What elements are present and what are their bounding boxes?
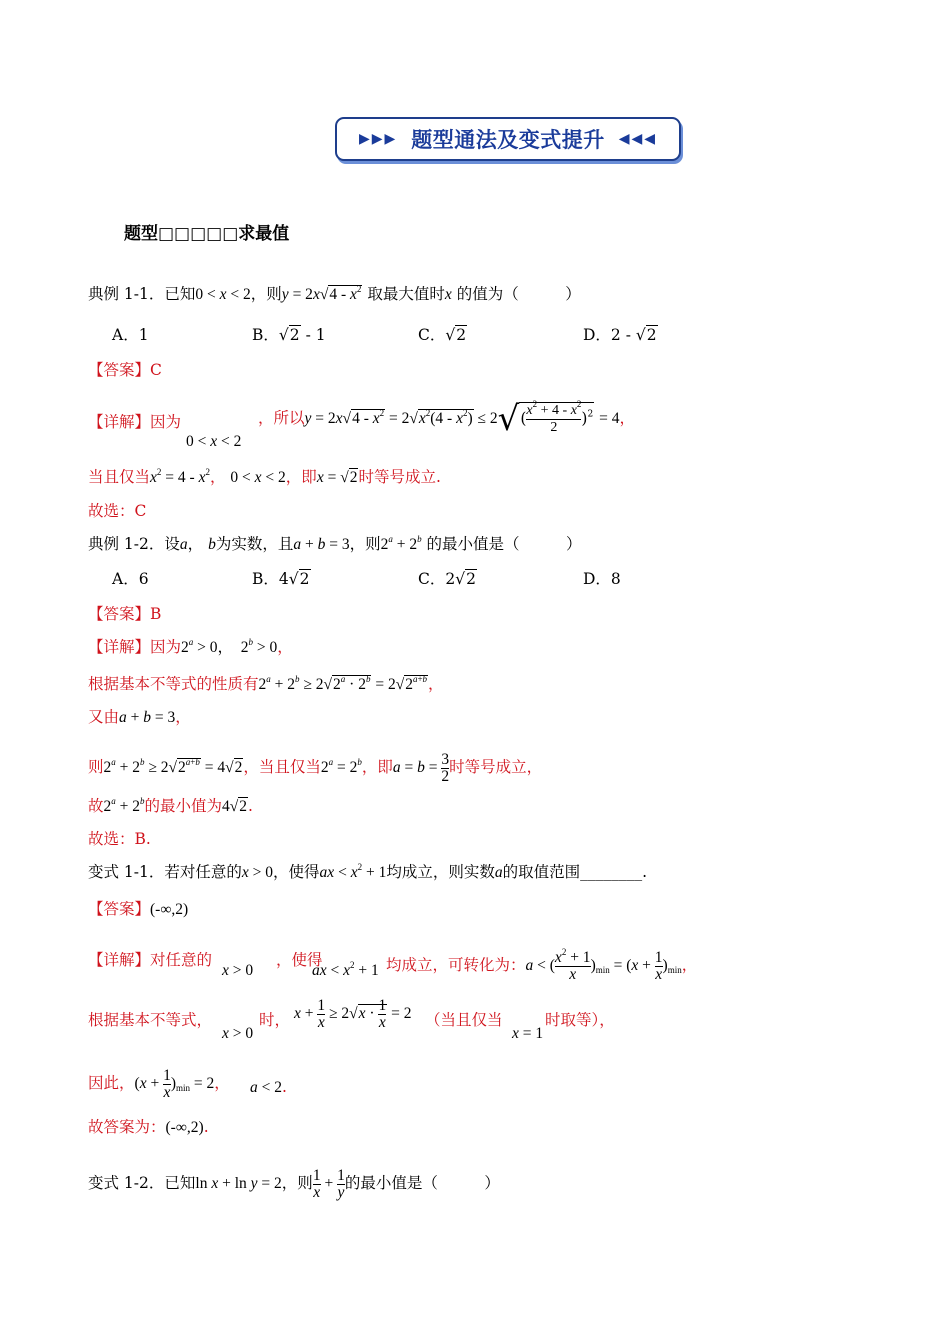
ex1-choice: 故选：C [88,502,147,520]
ex1-answer: 【答案】C [88,361,162,379]
var1-detail-line2: 根据基本不等式， [88,1011,213,1029]
ex1-option-b: B．√2 - 1 [252,326,326,344]
section-banner [335,117,681,161]
ex2-option-d: D．8 [583,570,621,588]
var1-detail-line3: 因此，(x + $\frac{1}{x}$ )$_{min} = 2$， [88,1067,230,1101]
var1-final: 故答案为：(-∞,2). [88,1118,209,1136]
ex2-choice: 故选：B. [88,830,151,848]
example-1-1-question: 典例 1-1．已知0 < x < 2，则$y = 2x√4 - x^2$ 取最大值时x 的值为（ ） [88,284,581,303]
ex1-tail2: 的值为（ ） [456,285,581,303]
ex2-option-a: A．6 [112,570,149,588]
left-arrows-icon: ◀◀◀ [618,131,658,147]
var1-d1c: 均成立，可转化为：a < ( $\frac{x^2 + 1}{x}$ )$_{min} = (x$ + $\frac{1}{x}$ )$_{min}$， [386,947,698,983]
var1-ineq: ax < $x^2 + 1$ [312,960,379,979]
var1-detail-line1: 【详解】对任意的 [88,951,213,969]
ex2-answer: 【答案】B [88,605,162,623]
right-arrows-icon: ▶▶▶ [358,131,398,147]
example-1-2-question: 典例 1-2．设a， b为实数，且a + b = 3，则$2^a + 2^b$ 的最小值是（ ） [88,534,582,553]
var1-eq-cond: x = 1 [512,1025,544,1042]
ex2-detail-line3: 又由a + b = 3， [88,708,191,726]
ex1-detail-cond: 0 < x < 2 [186,433,242,450]
var1-cond2: x > 0 [222,1025,254,1042]
ex1-detail-eq: ，所以$y = 2x√4 - x^2 = 2√x^2(4 - x^2) \le 2√$( $\frac{x^2 + 4 - x^2}{2}$ )$^2$ = 4， [258,399,636,439]
var1-d2c: （当且仅当 [425,1011,503,1029]
ex1-option-c: C．√2 [418,326,467,344]
var1-d2d: 时取等）， [545,1011,615,1029]
var1-cond: x > 0 [222,962,254,979]
section-heading: 题型□□□□□求最值 [124,224,290,244]
var1-result: a < 2. [250,1078,287,1096]
banner-title: 题型通法及变式提升 [411,128,605,152]
ex1-tail: 取最大值时 [367,285,445,303]
ex2-detail-line4: 则$2^a + 2^b \ge 2√2^{a+b} = 4√2$，当且仅当$2^a = 2^b$，即a = b = $\frac{3}{2}$ 时等号成立， [88,751,543,785]
ex2-option-c: C．2√2 [418,570,476,588]
var1-d2b: 时， [259,1011,291,1029]
var1-answer: 【答案】(-∞,2) [88,900,189,918]
ex1-detail-line1: 【详解】因为 [88,413,182,431]
ex1-mid: ，则 [250,285,282,303]
ex1-detail-line2: 当且仅当$x^2 = 4 - x^2$， 0 < x < 2，即x = √2时等号成立. [88,467,441,486]
ex1-var: x [444,286,452,303]
var1-d1b: ，使得 [276,951,323,969]
ex2-detail-line1: 【详解】因为$2^a > 0$， $2^b > 0$， [88,637,293,656]
ex1-option-d: D．2 - √2 [583,326,657,344]
ex2-detail-line5: 故$2^a + 2^b$的最小值为4√2. [88,796,253,815]
ex2-detail-line2: 根据基本不等式的性质有$2^a + 2^b \ge 2√2^a \cdot 2^b = 2√2^{a+b}$， [88,674,444,693]
variant-1-1-question: 变式 1-1．若对任意的x > 0，使得ax < $x^2 + 1$均成立，则实数a的取值范围________. [88,862,648,881]
ex1-option-a: A．1 [112,326,149,344]
ex1-label: 典例 1-1．已知 [88,285,196,303]
variant-1-2-question: 变式 1-2．已知ln x + ln y = 2，则 $\frac{1}{x}$ + $\frac{1}{y}$ 的最小值是（ ） [88,1167,500,1201]
var1-amgm: x + $\frac{1}{x}$ ≥ 2√x · $\frac{1}{x}$ = 2 [294,997,412,1031]
ex2-option-b: B．4√2 [252,570,310,588]
